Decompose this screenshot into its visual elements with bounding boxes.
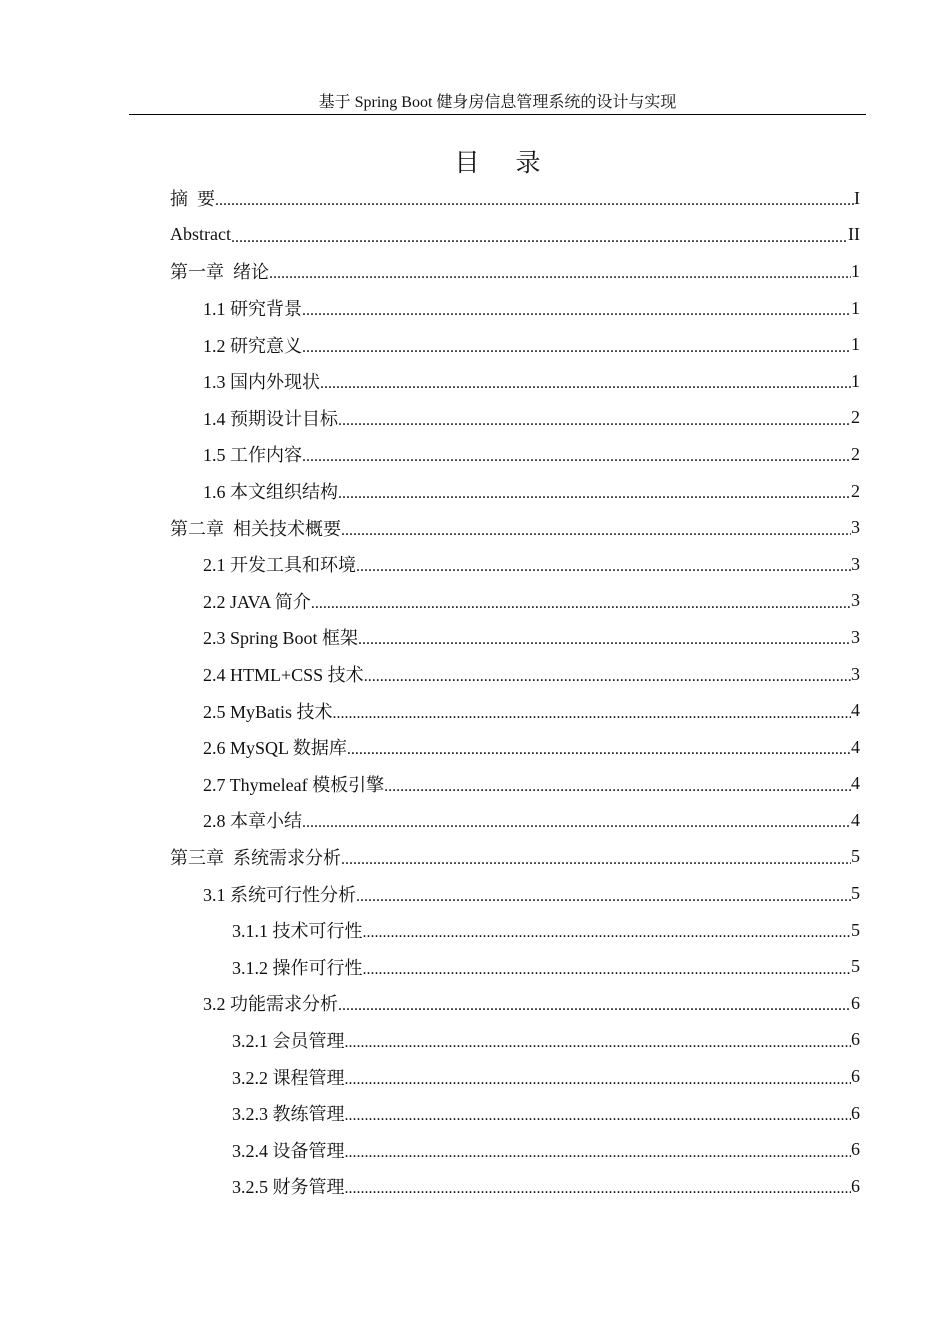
toc-dot-leader <box>363 924 852 942</box>
toc-dot-leader <box>302 814 851 832</box>
toc-dot-leader <box>384 778 851 796</box>
toc-entry[interactable] <box>0 1168 950 1205</box>
header-divider <box>129 114 866 115</box>
toc-dot-leader <box>269 265 851 283</box>
toc-dot-leader <box>363 961 852 979</box>
toc-entry-page-number: 3 <box>851 626 860 647</box>
toc-entry[interactable] <box>0 509 950 546</box>
toc-entry-title: 1.5 工作内容 <box>203 445 302 466</box>
toc-entry-page-number: 3 <box>851 517 860 538</box>
toc-entry-title: 3.1.2 操作可行性 <box>232 957 363 978</box>
toc-dot-leader <box>364 668 851 686</box>
toc-entry[interactable] <box>0 363 950 400</box>
toc-dot-leader <box>338 485 851 503</box>
toc-entry[interactable] <box>0 619 950 656</box>
toc-entry-page-number: 6 <box>851 1139 860 1160</box>
toc-dot-leader <box>215 192 854 210</box>
toc-entry-page-number: 4 <box>851 700 860 721</box>
toc-entry-title: 3.1.1 技术可行性 <box>232 921 363 942</box>
toc-entry-title: 2.6 MySQL 数据库 <box>203 738 347 759</box>
toc-entry-page-number: 4 <box>851 809 860 830</box>
toc-entry-page-number: 5 <box>851 956 860 977</box>
toc-entry-page-number: 3 <box>851 553 860 574</box>
toc-entry-title: 3.2 功能需求分析 <box>203 994 338 1015</box>
toc-entry-title: 第三章 系统需求分析 <box>170 847 341 868</box>
toc-entry[interactable] <box>0 802 950 839</box>
toc-entry-page-number: 6 <box>851 1102 860 1123</box>
toc-entry-title: 3.2.5 财务管理 <box>232 1177 345 1198</box>
toc-entry-title: 摘 要 <box>170 189 215 210</box>
toc-dot-leader <box>302 448 851 466</box>
toc-entry-page-number: 5 <box>851 919 860 940</box>
toc-entry-title: 2.8 本章小结 <box>203 811 302 832</box>
toc-dot-leader <box>338 997 851 1015</box>
toc-entry-page-number: 2 <box>851 480 860 501</box>
toc-entry[interactable] <box>0 656 950 693</box>
toc-entry[interactable] <box>0 729 950 766</box>
toc-entry-page-number: 2 <box>851 407 860 428</box>
toc-entry-page-number: 1 <box>851 297 860 318</box>
toc-entry[interactable] <box>0 253 950 290</box>
toc-dot-leader <box>338 412 851 430</box>
toc-dot-leader <box>231 229 848 247</box>
toc-entry-page-number: II <box>848 224 860 245</box>
toc-entry-title: 2.5 MyBatis 技术 <box>203 701 333 722</box>
toc-entry[interactable] <box>0 985 950 1022</box>
toc-entry[interactable] <box>0 912 950 949</box>
toc-entry[interactable] <box>0 766 950 803</box>
toc-dot-leader <box>302 302 851 320</box>
toc-entry[interactable] <box>0 326 950 363</box>
toc-entry[interactable] <box>0 692 950 729</box>
toc-entry-title: 2.2 JAVA 简介 <box>203 591 311 612</box>
toc-entry[interactable] <box>0 583 950 620</box>
toc-entry-page-number: I <box>854 187 860 208</box>
toc-dot-leader <box>345 1034 852 1052</box>
toc-dot-leader <box>345 1107 852 1125</box>
toc-entry[interactable] <box>0 1022 950 1059</box>
toc-entry[interactable] <box>0 473 950 510</box>
toc-entry-title: 3.2.3 教练管理 <box>232 1104 345 1125</box>
toc-entry-title: 第二章 相关技术概要 <box>170 518 341 539</box>
toc-entry-page-number: 2 <box>851 443 860 464</box>
toc-entry-title: 1.3 国内外现状 <box>203 372 320 393</box>
toc-dot-leader <box>341 851 851 869</box>
toc-entry[interactable] <box>0 875 950 912</box>
toc-entry-title: Abstract <box>170 224 231 245</box>
toc-title: 目 录 <box>454 148 555 177</box>
toc-dot-leader <box>356 888 851 906</box>
toc-entry-title: 1.6 本文组织结构 <box>203 482 338 503</box>
toc-dot-leader <box>311 595 851 613</box>
toc-entry-title: 3.1 系统可行性分析 <box>203 884 356 905</box>
toc-entry-page-number: 6 <box>851 992 860 1013</box>
toc-entry[interactable] <box>0 217 950 254</box>
toc-entry-page-number: 1 <box>851 370 860 391</box>
toc-entry-title: 1.2 研究意义 <box>203 335 302 356</box>
toc-entry-title: 2.3 Spring Boot 框架 <box>203 628 359 649</box>
toc-entry-page-number: 3 <box>851 663 860 684</box>
toc-dot-leader <box>333 705 851 723</box>
toc-entry-page-number: 6 <box>851 1175 860 1196</box>
toc-dot-leader <box>356 558 851 576</box>
toc-dot-leader <box>345 1180 852 1198</box>
toc-entry-title: 2.7 Thymeleaf 模板引擎 <box>203 774 385 795</box>
toc-entry-page-number: 4 <box>851 773 860 794</box>
toc-entry-title: 1.1 研究背景 <box>203 299 302 320</box>
toc-entry[interactable] <box>0 180 950 217</box>
toc-entry[interactable] <box>0 1058 950 1095</box>
toc-entry[interactable] <box>0 839 950 876</box>
toc-entry-title: 3.2.2 课程管理 <box>232 1067 345 1088</box>
toc-entry[interactable] <box>0 948 950 985</box>
toc-entry-page-number: 6 <box>851 1066 860 1087</box>
toc-entry-page-number: 3 <box>851 590 860 611</box>
toc-dot-leader <box>302 339 851 357</box>
toc-dot-leader <box>347 741 851 759</box>
running-header: 基于 Spring Boot 健身房信息管理系统的设计与实现 <box>318 94 677 111</box>
toc-dot-leader <box>345 1144 852 1162</box>
toc-entry[interactable] <box>0 290 950 327</box>
toc-entry-page-number: 4 <box>851 736 860 757</box>
toc-entry-title: 1.4 预期设计目标 <box>203 408 338 429</box>
toc-entry[interactable] <box>0 436 950 473</box>
toc-dot-leader <box>358 631 851 649</box>
toc-dot-leader <box>320 375 851 393</box>
table-of-contents <box>0 180 950 1205</box>
toc-entry[interactable] <box>0 400 950 437</box>
toc-entry-title: 2.4 HTML+CSS 技术 <box>203 665 364 686</box>
toc-entry-page-number: 5 <box>851 883 860 904</box>
toc-entry-page-number: 6 <box>851 1029 860 1050</box>
toc-entry-title: 3.2.4 设备管理 <box>232 1140 345 1161</box>
toc-entry-title: 2.1 开发工具和环境 <box>203 555 356 576</box>
toc-entry-page-number: 5 <box>851 846 860 867</box>
toc-entry[interactable] <box>0 1131 950 1168</box>
toc-dot-leader <box>341 522 851 540</box>
toc-entry-title: 第一章 绪论 <box>170 262 269 283</box>
toc-entry[interactable] <box>0 546 950 583</box>
toc-dot-leader <box>345 1071 852 1089</box>
toc-entry-page-number: 1 <box>851 260 860 281</box>
toc-entry-page-number: 1 <box>851 334 860 355</box>
toc-entry[interactable] <box>0 1095 950 1132</box>
toc-entry-title: 3.2.1 会员管理 <box>232 1030 345 1051</box>
